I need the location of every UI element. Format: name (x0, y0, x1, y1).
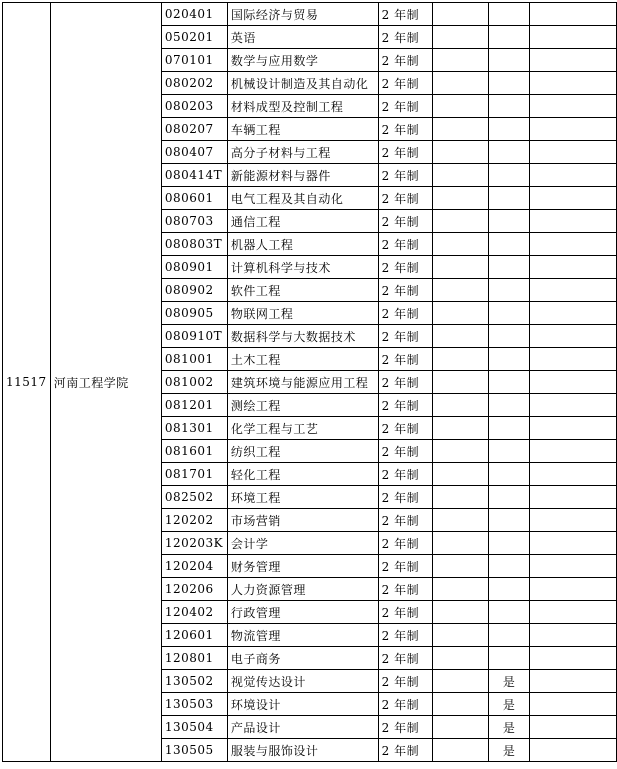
empty-cell (530, 578, 617, 601)
program-duration: 2 年制 (378, 348, 433, 371)
major-name: 化学工程与工艺 (227, 417, 378, 440)
university-name: 河南工程学院 (50, 3, 161, 762)
flag-cell (488, 256, 529, 279)
empty-cell (433, 555, 489, 578)
major-code: 130505 (161, 739, 227, 762)
flag-cell (488, 164, 529, 187)
empty-cell (530, 647, 617, 670)
major-name: 机器人工程 (227, 233, 378, 256)
major-name: 材料成型及控制工程 (227, 95, 378, 118)
program-duration: 2 年制 (378, 578, 433, 601)
program-duration: 2 年制 (378, 256, 433, 279)
major-code: 082502 (161, 486, 227, 509)
empty-cell (433, 670, 489, 693)
program-duration: 2 年制 (378, 601, 433, 624)
major-name: 国际经济与贸易 (227, 3, 378, 26)
major-name: 车辆工程 (227, 118, 378, 141)
program-duration: 2 年制 (378, 394, 433, 417)
major-name: 电气工程及其自动化 (227, 187, 378, 210)
program-duration: 2 年制 (378, 486, 433, 509)
empty-cell (530, 279, 617, 302)
empty-cell (530, 95, 617, 118)
empty-cell (530, 624, 617, 647)
flag-cell (488, 486, 529, 509)
empty-cell (433, 532, 489, 555)
flag-cell (488, 233, 529, 256)
flag-cell (488, 555, 529, 578)
empty-cell (530, 509, 617, 532)
major-code: 080202 (161, 72, 227, 95)
empty-cell (433, 509, 489, 532)
flag-cell (488, 348, 529, 371)
major-name: 行政管理 (227, 601, 378, 624)
program-duration: 2 年制 (378, 624, 433, 647)
major-name: 会计学 (227, 532, 378, 555)
empty-cell (433, 325, 489, 348)
majors-table-body (3, 3, 617, 762)
major-code: 080703 (161, 210, 227, 233)
program-duration: 2 年制 (378, 210, 433, 233)
empty-cell (530, 463, 617, 486)
program-duration: 2 年制 (378, 3, 433, 26)
empty-cell (530, 532, 617, 555)
major-name: 物流管理 (227, 624, 378, 647)
program-duration: 2 年制 (378, 739, 433, 762)
flag-cell: 是 (488, 693, 529, 716)
program-duration: 2 年制 (378, 118, 433, 141)
major-name: 机械设计制造及其自动化 (227, 72, 378, 95)
major-name: 人力资源管理 (227, 578, 378, 601)
empty-cell (530, 72, 617, 95)
major-code: 120601 (161, 624, 227, 647)
program-duration: 2 年制 (378, 187, 433, 210)
empty-cell (530, 739, 617, 762)
program-duration: 2 年制 (378, 95, 433, 118)
major-code: 130503 (161, 693, 227, 716)
empty-cell (433, 417, 489, 440)
empty-cell (433, 371, 489, 394)
major-code: 081201 (161, 394, 227, 417)
empty-cell (530, 49, 617, 72)
empty-cell (530, 187, 617, 210)
program-duration: 2 年制 (378, 532, 433, 555)
major-name: 软件工程 (227, 279, 378, 302)
empty-cell (433, 279, 489, 302)
major-code: 080902 (161, 279, 227, 302)
major-name: 高分子材料与工程 (227, 141, 378, 164)
flag-cell (488, 302, 529, 325)
major-code: 120204 (161, 555, 227, 578)
major-name: 测绘工程 (227, 394, 378, 417)
program-duration: 2 年制 (378, 440, 433, 463)
empty-cell (433, 348, 489, 371)
empty-cell (530, 141, 617, 164)
major-name: 物联网工程 (227, 302, 378, 325)
major-code: 080910T (161, 325, 227, 348)
empty-cell (530, 302, 617, 325)
table-row (3, 3, 617, 26)
empty-cell (433, 601, 489, 624)
flag-cell: 是 (488, 716, 529, 739)
flag-cell: 是 (488, 739, 529, 762)
major-code: 020401 (161, 3, 227, 26)
major-name: 计算机科学与技术 (227, 256, 378, 279)
empty-cell (433, 394, 489, 417)
empty-cell (530, 256, 617, 279)
major-code: 081301 (161, 417, 227, 440)
empty-cell (433, 578, 489, 601)
empty-cell (433, 3, 489, 26)
empty-cell (433, 164, 489, 187)
empty-cell (530, 716, 617, 739)
major-code: 081701 (161, 463, 227, 486)
major-code: 120801 (161, 647, 227, 670)
flag-cell (488, 210, 529, 233)
empty-cell (530, 670, 617, 693)
major-code: 120402 (161, 601, 227, 624)
empty-cell (433, 187, 489, 210)
major-code: 080601 (161, 187, 227, 210)
empty-cell (530, 118, 617, 141)
empty-cell (433, 463, 489, 486)
flag-cell (488, 601, 529, 624)
empty-cell (530, 233, 617, 256)
major-name: 电子商务 (227, 647, 378, 670)
empty-cell (433, 95, 489, 118)
major-code: 080901 (161, 256, 227, 279)
flag-cell (488, 325, 529, 348)
major-name: 通信工程 (227, 210, 378, 233)
flag-cell (488, 371, 529, 394)
flag-cell (488, 647, 529, 670)
program-duration: 2 年制 (378, 141, 433, 164)
flag-cell (488, 394, 529, 417)
empty-cell (433, 693, 489, 716)
majors-table (2, 2, 617, 762)
major-code: 081601 (161, 440, 227, 463)
program-duration: 2 年制 (378, 463, 433, 486)
major-code: 050201 (161, 26, 227, 49)
program-duration: 2 年制 (378, 693, 433, 716)
program-duration: 2 年制 (378, 279, 433, 302)
empty-cell (433, 49, 489, 72)
flag-cell (488, 578, 529, 601)
program-duration: 2 年制 (378, 233, 433, 256)
flag-cell (488, 279, 529, 302)
empty-cell (433, 72, 489, 95)
empty-cell (433, 739, 489, 762)
empty-cell (433, 624, 489, 647)
empty-cell (433, 716, 489, 739)
flag-cell (488, 532, 529, 555)
program-duration: 2 年制 (378, 647, 433, 670)
major-name: 环境工程 (227, 486, 378, 509)
empty-cell (530, 26, 617, 49)
flag-cell: 是 (488, 670, 529, 693)
flag-cell (488, 624, 529, 647)
major-name: 财务管理 (227, 555, 378, 578)
empty-cell (530, 693, 617, 716)
empty-cell (433, 302, 489, 325)
flag-cell (488, 417, 529, 440)
major-name: 环境设计 (227, 693, 378, 716)
university-code: 11517 (3, 3, 51, 762)
program-duration: 2 年制 (378, 26, 433, 49)
empty-cell (530, 417, 617, 440)
empty-cell (530, 440, 617, 463)
program-duration: 2 年制 (378, 509, 433, 532)
major-name: 轻化工程 (227, 463, 378, 486)
major-name: 建筑环境与能源应用工程 (227, 371, 378, 394)
major-code: 081002 (161, 371, 227, 394)
flag-cell (488, 26, 529, 49)
empty-cell (433, 440, 489, 463)
major-name: 市场营销 (227, 509, 378, 532)
major-name: 数学与应用数学 (227, 49, 378, 72)
flag-cell (488, 440, 529, 463)
major-name: 视觉传达设计 (227, 670, 378, 693)
program-duration: 2 年制 (378, 417, 433, 440)
major-code: 120203K (161, 532, 227, 555)
program-duration: 2 年制 (378, 555, 433, 578)
empty-cell (433, 141, 489, 164)
flag-cell (488, 509, 529, 532)
major-name: 服装与服饰设计 (227, 739, 378, 762)
empty-cell (433, 233, 489, 256)
major-code: 070101 (161, 49, 227, 72)
program-duration: 2 年制 (378, 164, 433, 187)
major-name: 土木工程 (227, 348, 378, 371)
major-code: 080207 (161, 118, 227, 141)
major-code: 130502 (161, 670, 227, 693)
empty-cell (530, 3, 617, 26)
major-code: 081001 (161, 348, 227, 371)
flag-cell (488, 49, 529, 72)
major-name: 数据科学与大数据技术 (227, 325, 378, 348)
empty-cell (530, 555, 617, 578)
empty-cell (433, 118, 489, 141)
major-code: 080905 (161, 302, 227, 325)
flag-cell (488, 463, 529, 486)
empty-cell (530, 325, 617, 348)
program-duration: 2 年制 (378, 670, 433, 693)
flag-cell (488, 118, 529, 141)
empty-cell (433, 210, 489, 233)
empty-cell (530, 164, 617, 187)
major-code: 080803T (161, 233, 227, 256)
major-code: 130504 (161, 716, 227, 739)
program-duration: 2 年制 (378, 371, 433, 394)
major-name: 产品设计 (227, 716, 378, 739)
empty-cell (530, 371, 617, 394)
program-duration: 2 年制 (378, 302, 433, 325)
flag-cell (488, 72, 529, 95)
major-code: 120202 (161, 509, 227, 532)
flag-cell (488, 141, 529, 164)
program-duration: 2 年制 (378, 716, 433, 739)
empty-cell (530, 394, 617, 417)
major-code: 080407 (161, 141, 227, 164)
major-code: 120206 (161, 578, 227, 601)
major-name: 纺织工程 (227, 440, 378, 463)
empty-cell (530, 601, 617, 624)
flag-cell (488, 187, 529, 210)
empty-cell (433, 26, 489, 49)
major-name: 新能源材料与器件 (227, 164, 378, 187)
flag-cell (488, 95, 529, 118)
majors-sheet (2, 2, 617, 762)
program-duration: 2 年制 (378, 49, 433, 72)
major-code: 080203 (161, 95, 227, 118)
empty-cell (530, 486, 617, 509)
program-duration: 2 年制 (378, 72, 433, 95)
empty-cell (433, 256, 489, 279)
flag-cell (488, 3, 529, 26)
empty-cell (433, 486, 489, 509)
major-code: 080414T (161, 164, 227, 187)
major-name: 英语 (227, 26, 378, 49)
program-duration: 2 年制 (378, 325, 433, 348)
empty-cell (433, 647, 489, 670)
empty-cell (530, 348, 617, 371)
empty-cell (530, 210, 617, 233)
